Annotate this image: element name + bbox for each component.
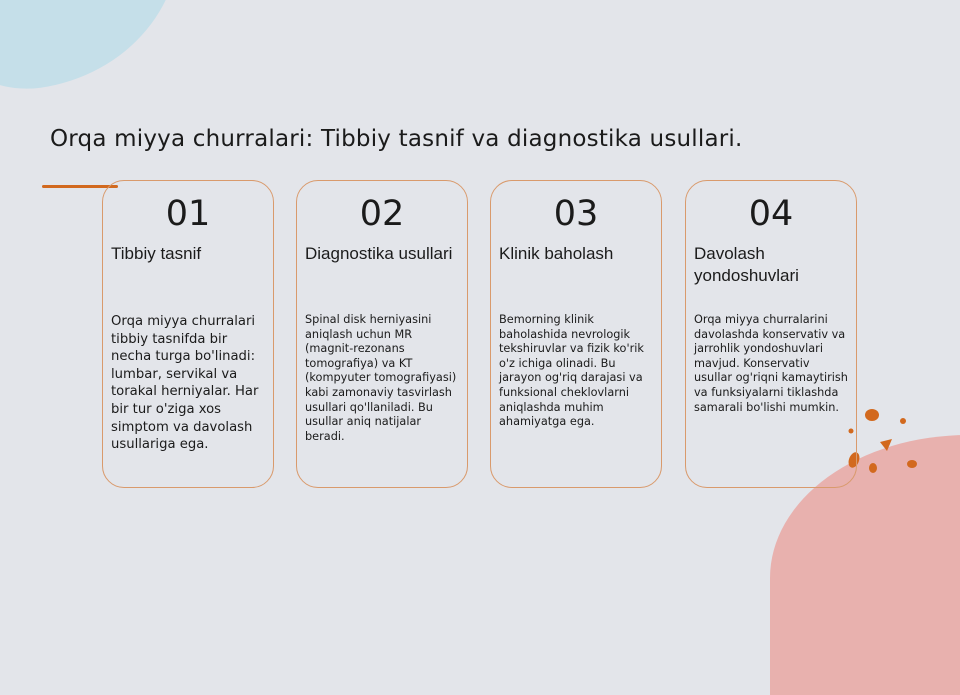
card-heading: Davolash yondoshuvlari	[694, 244, 799, 285]
card-description: Spinal disk herniyasini aniqlash uchun MR (magnit-rezonans tomografiya) va KT (kompyuter tomografiyasi) kabi zamonaviy tasvirlash usullari qo'llaniladi. Bu usullar aniq natijalar beradi.	[305, 313, 457, 443]
page-title: Orqa miyya churralari: Tibbiy tasnif va diagnostika usullari.	[50, 126, 743, 152]
card-number: 01	[165, 194, 211, 234]
card-description: Bemorning klinik baholashida nevrologik tekshiruvlar va fizik ko'rik o'z ichiga olinadi. Bu jarayon og'riq darajasi va funksional cheklovlarni aniqlashda muhim ahamiyatga ega.	[499, 313, 644, 429]
card-number: 02	[359, 194, 405, 234]
card-number: 03	[553, 194, 599, 234]
card-tibbiy-tasnif	[102, 180, 274, 488]
card-klinik-baholash	[490, 180, 662, 488]
card-description: Orqa miyya churralari tibbiy tasnifda bir necha turga bo'linadi: lumbar, servikal va torakal herniyalar. Har bir tur o'ziga xos simptom va davolash usullariga ega.	[111, 314, 259, 453]
card-heading: Tibbiy tasnif	[111, 244, 202, 263]
decorative-blob-top-left	[0, 0, 198, 102]
card-diagnostika-usullari	[296, 180, 468, 488]
card-heading: Diagnostika usullari	[305, 244, 453, 263]
card-description: Orqa miyya churralarini davolashda konservativ va jarrohlik yondoshuvlari mavjud. Konservativ usullar og'riqni kamaytirish va funksiyalarni tiklashda samarali bo'lishi mumkin.	[694, 313, 848, 414]
card-number: 04	[748, 194, 794, 234]
card-heading: Klinik baholash	[499, 244, 614, 263]
card-davolash-yondoshuvlari	[685, 180, 857, 488]
